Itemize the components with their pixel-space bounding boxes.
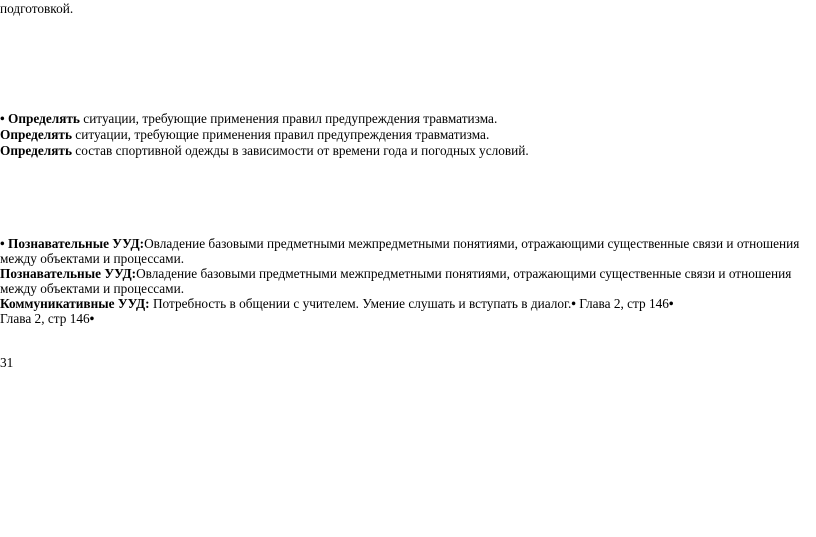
chapter-reference: Глава 2, стр 146 — [575, 296, 669, 311]
uud-row-1 — [0, 236, 816, 266]
uud-label: Познавательные УУД: — [0, 266, 137, 281]
uud-text: Овладение базовыми предметными межпредметными понятиями, отражающими существенные связи и отношения между объектами и процессами. — [0, 236, 800, 266]
bullet-icon: • — [668, 296, 674, 311]
uud-row-3 — [0, 296, 674, 311]
uud-text: Овладение базовыми предметными межпредметными понятиями, отражающими существенные связи и отношения между объектами и процессами. — [0, 266, 792, 296]
bullet-icon: • — [89, 311, 95, 326]
bullet-icon: • — [0, 236, 5, 251]
objective-text: ситуации, требующие применения правил предупреждения травматизма. — [71, 127, 490, 142]
objective-text: ситуации, требующие применения правил предупреждения травматизма. — [79, 111, 498, 126]
uud-text: Потребность в общении с учителем. Умение слушать и вступать в диалог. — [149, 296, 572, 311]
objective-verb: Определять — [7, 111, 80, 126]
objective-row-3 — [0, 143, 529, 158]
bullet-icon: • — [571, 296, 576, 311]
uud-row-4 — [0, 311, 94, 326]
objective-row-1 — [0, 111, 497, 126]
page-number: 31 — [0, 355, 14, 370]
uud-label: Коммуникативные УУД: — [0, 296, 150, 311]
objective-verb: Определять — [0, 143, 72, 158]
bullet-icon: • — [0, 111, 5, 126]
top-text: подготовкой. — [0, 1, 74, 16]
objective-verb: Определять — [0, 127, 72, 142]
objective-row-2 — [0, 127, 489, 142]
uud-label: Познавательные УУД: — [7, 236, 145, 251]
chapter-reference: Глава 2, стр 146 — [0, 311, 90, 326]
uud-row-2 — [0, 266, 816, 296]
objective-text: состав спортивной одежды в зависимости от времени года и погодных условий. — [71, 143, 529, 158]
